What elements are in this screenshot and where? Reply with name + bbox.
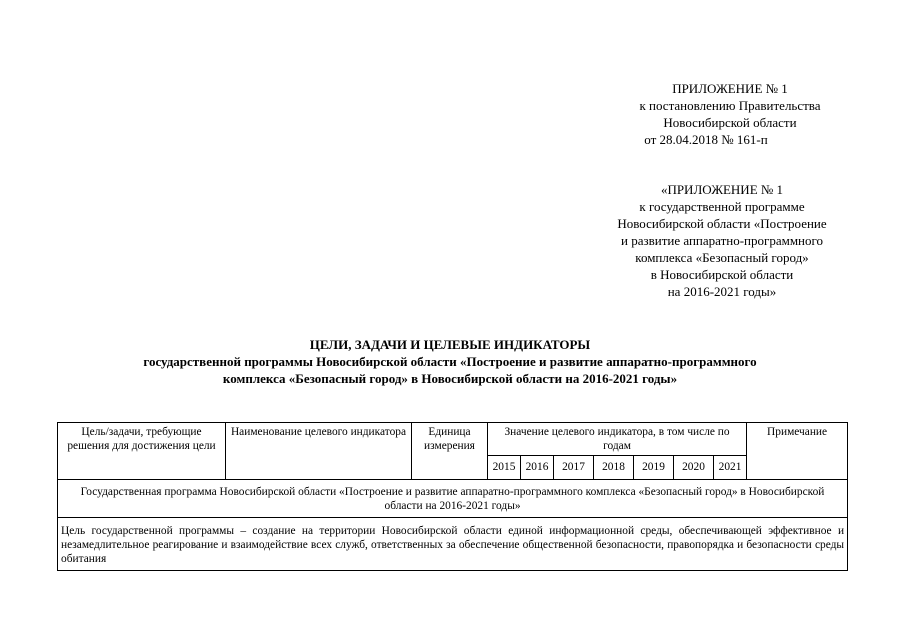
year-header: 2021 <box>714 456 747 480</box>
header-values: Значение целевого индикатора, в том числе по годам <box>488 423 747 456</box>
year-header: 2019 <box>634 456 674 480</box>
year-header: 2020 <box>674 456 714 480</box>
title-line: ЦЕЛИ, ЗАДАЧИ И ЦЕЛЕВЫЕ ИНДИКАТОРЫ <box>309 337 591 352</box>
header-indicator: Наименование целевого индикатора <box>226 423 412 480</box>
appendix-2-line: «ПРИЛОЖЕНИЕ № 1 <box>660 182 784 197</box>
appendix-2-line: и развитие аппаратно-программного <box>620 233 824 248</box>
appendix-1-line: к постановлению Правительства <box>639 98 821 113</box>
year-header: 2018 <box>594 456 634 480</box>
header-note: Примечание <box>747 423 848 480</box>
year-header: 2017 <box>554 456 594 480</box>
year-header: 2015 <box>488 456 521 480</box>
appendix-1-line: ПРИЛОЖЕНИЕ № 1 <box>672 81 788 96</box>
goal-row: Цель государственной программы – создание на территории Новосибирской области единой информационной среды, обеспечивающей эффективное и незамедлительное реагирование и взаимодействие всех служб, ответственных за обеспечение общественной безопасности, правопорядка и безопасности среды обитания <box>58 518 848 571</box>
indicators-table <box>57 422 848 571</box>
appendix-1-header <box>600 80 860 148</box>
appendix-2-line: в Новосибирской области <box>650 267 794 282</box>
appendix-2-line: к государственной программе <box>639 199 805 214</box>
appendix-2-line: на 2016-2021 годы» <box>667 284 777 299</box>
appendix-2-line: комплекса «Безопасный город» <box>635 250 809 265</box>
appendix-2-header <box>582 181 862 300</box>
document-title <box>40 336 860 387</box>
title-line: государственной программы Новосибирской области «Построение и развитие аппаратно-программного <box>143 354 757 369</box>
appendix-1-line: Новосибирской области <box>663 115 797 130</box>
header-unit: Единица измерения <box>412 423 488 480</box>
appendix-1-date: от 28.04.2018 № 161-п <box>644 132 768 147</box>
header-goal: Цель/задачи, требующие решения для достижения цели <box>58 423 226 480</box>
year-header: 2016 <box>521 456 554 480</box>
program-row: Государственная программа Новосибирской области «Построение и развитие аппаратно-программного комплекса «Безопасный город» в Новосибирской области на 2016-2021 годы» <box>58 480 848 518</box>
appendix-2-line: Новосибирской области «Построение <box>617 216 827 231</box>
title-line: комплекса «Безопасный город» в Новосибирской области на 2016-2021 годы» <box>222 371 678 386</box>
